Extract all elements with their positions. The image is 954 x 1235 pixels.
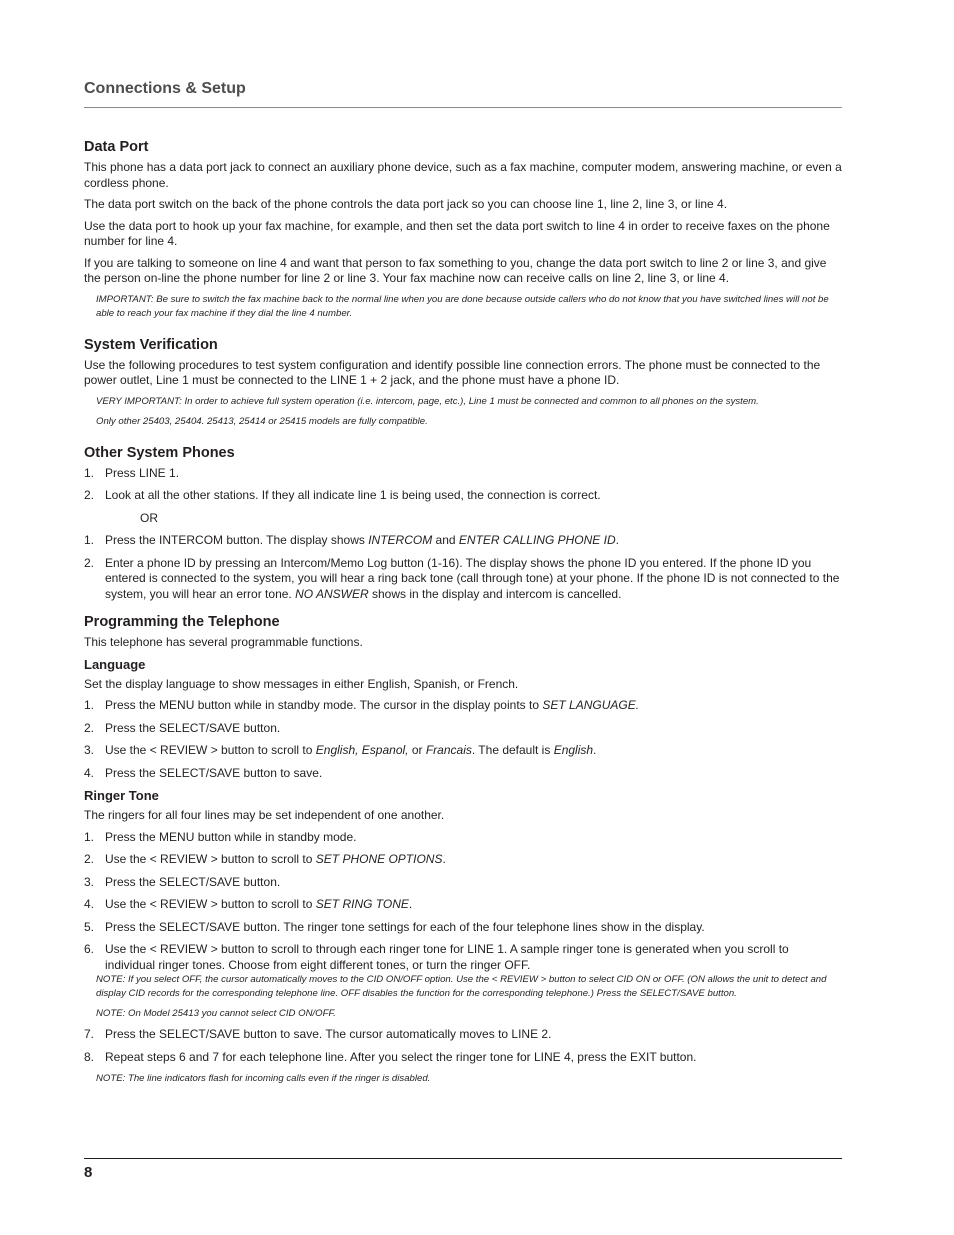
system-verification-section [84, 336, 842, 429]
list-item: 4. Use the < REVIEW > button to scroll to SET RING TONE. [84, 897, 413, 911]
list-item: 1. Press LINE 1. [84, 465, 180, 480]
paragraph: This telephone has several programmable functions. [84, 635, 363, 649]
list-item: 1. Press the INTERCOM button. The display shows INTERCOM and ENTER CALLING PHONE ID. [84, 533, 619, 547]
paragraph: Use the following procedures to test system configuration and identify possible line connection errors. The phone must be connected to the power outlet, Line 1 must be connected to the LINE 1 + 2 jack, and the phone must have a phone ID. [84, 357, 821, 387]
list-item: 2. Use the < REVIEW > button to scroll to SET PHONE OPTIONS. [84, 852, 446, 866]
line-indicator-note: NOTE: The line indicators flash for incoming calls even if the ringer is disabled. [96, 1073, 431, 1084]
step-list [84, 533, 842, 602]
step-list [84, 1027, 842, 1065]
list-item: 3. Use the < REVIEW > button to scroll to English, Espanol, or Francais. The default is English. [84, 743, 597, 757]
section-header-title: Connections & Setup [84, 80, 246, 97]
other-system-phones-section [84, 444, 842, 603]
list-item: 5. Press the SELECT/SAVE button. The ringer tone settings for each of the four telephone lines show in the display. [84, 919, 705, 934]
list-item: 6. Use the < REVIEW > button to scroll to through each ringer tone for LINE 1. A sample ringer tone is generated when you scroll to individual ringer tones. Choose from eight different tones, or turn the ringer OFF. [84, 942, 789, 972]
programming-heading: Programming the Telephone [84, 614, 280, 630]
cid-note: NOTE: If you select OFF, the cursor automatically moves to the CID ON/OFF option. Use the < REVIEW > button to select CID ON or OFF. (ON allows the unit to detect and display CID records for the corresponding telephone line. OFF disables the function for the corresponding telephone.) Press the SELECT/SAVE button. [96, 974, 827, 999]
or-separator: OR [140, 510, 158, 525]
paragraph: The data port switch on the back of the phone controls the data port jack so you can choose line 1, line 2, line 3, or line 4. [84, 197, 728, 211]
compatibility-note: Only other 25403, 25404. 25413, 25414 or 25415 models are fully compatible. [96, 415, 428, 427]
list-item: 2. Press the SELECT/SAVE button. [84, 720, 281, 735]
header-divider [84, 107, 842, 108]
step-list [84, 830, 842, 974]
page-number: 8 [84, 1164, 93, 1181]
page-content [84, 138, 842, 1092]
paragraph: Set the display language to show messages in either English, Spanish, or French. [84, 676, 519, 691]
paragraph: The ringers for all four lines may be set independent of one another. [84, 808, 445, 822]
model-note: NOTE: On Model 25413 you cannot select CID ON/OFF. [96, 1008, 336, 1019]
step-list [84, 466, 842, 504]
paragraph: If you are talking to someone on line 4 and want that person to fax something to you, change the data port switch to line 2 or line 3, and give the person on-line the phone number for line 2 or line 3. Your fax machine now can receive calls on line 2, line 3, or line 4. [84, 255, 827, 285]
list-item: 8. Repeat steps 6 and 7 for each telephone line. After you select the ringer tone for LINE 4, press the EXIT button. [84, 1049, 697, 1064]
footer-divider [84, 1158, 842, 1159]
system-verification-heading: System Verification [84, 336, 218, 353]
list-item: 3. Press the SELECT/SAVE button. [84, 874, 281, 889]
ringer-tone-heading: Ringer Tone [84, 788, 159, 803]
list-item: 2. Look at all the other stations. If they all indicate line 1 is being used, the connection is correct. [84, 488, 601, 502]
very-important-note: VERY IMPORTANT: In order to achieve full system operation (i.e. intercom, page, etc.), Line 1 must be connected and common to all phones on the system. [96, 395, 759, 407]
list-item: 7. Press the SELECT/SAVE button to save. The cursor automatically moves to LINE 2. [84, 1027, 552, 1041]
language-heading: Language [84, 656, 146, 672]
programming-section [84, 613, 842, 1086]
list-item: 1. Press the MENU button while in standby mode. [84, 829, 357, 844]
step-list [84, 698, 842, 781]
list-item: 4. Press the SELECT/SAVE button to save. [84, 765, 323, 780]
data-port-heading: Data Port [84, 139, 149, 155]
manual-page [84, 0, 842, 1235]
list-item: 1. Press the MENU button while in standby mode. The cursor in the display points to SET LANGUAGE. [84, 698, 640, 712]
data-port-section [84, 138, 842, 321]
paragraph: This phone has a data port jack to connect an auxiliary phone device, such as a fax machine, computer modem, answering machine, or even a cordless phone. [84, 160, 842, 190]
paragraph: Use the data port to hook up your fax machine, for example, and then set the data port switch to line 4 in order to receive faxes on the phone number for line 4. [84, 218, 830, 248]
other-system-phones-heading: Other System Phones [84, 444, 235, 461]
important-note: IMPORTANT: Be sure to switch the fax machine back to the normal line when you are done because outside callers who do not know that you have switched lines will not be able to reach your fax machine if they dial the line 4 number. [96, 293, 829, 319]
list-item: 2. Enter a phone ID by pressing an Intercom/Memo Log button (1-16). The display shows the phone ID you entered. If the phone ID you entered is connected to the system, you will hear a ring back tone (call through tone) at your phone. If the phone ID is not connected to the system, you will hear an error tone. NO ANSWER shows in the display and intercom is cancelled. [84, 555, 840, 601]
